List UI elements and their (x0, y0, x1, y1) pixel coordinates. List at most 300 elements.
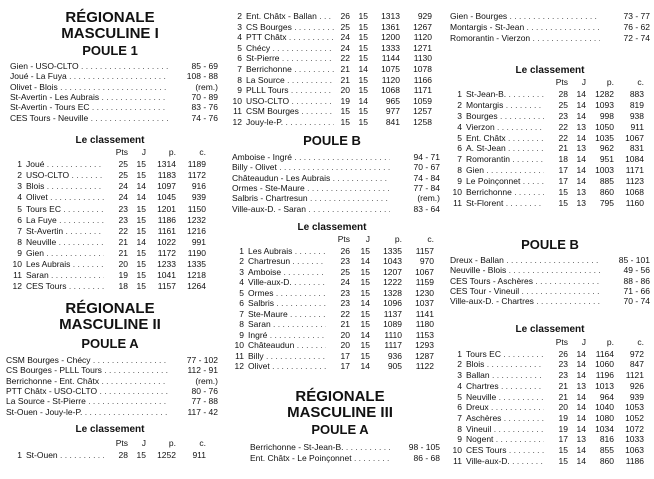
standings-j: 15 (360, 287, 370, 298)
standings-row (450, 434, 650, 444)
standings-rank: 12 (12, 281, 22, 292)
standings-pts: 26 (340, 245, 350, 256)
standings-j: 15 (358, 32, 368, 43)
standings-c: 911 (192, 450, 206, 460)
match-row (450, 11, 650, 21)
match-row (450, 265, 650, 275)
match-teams: Dreux - Ballan . . . (450, 255, 600, 265)
standings-j: 14 (576, 370, 586, 381)
match-score: 71 - 66 (623, 285, 650, 296)
match-row (10, 92, 218, 102)
standings-pts: 21 (558, 143, 568, 154)
standings-row (10, 281, 218, 291)
standings-c: 939 (191, 192, 206, 203)
match-score: 108 - 88 (186, 71, 218, 82)
standings-c: 1067 (415, 266, 434, 277)
standings-team: Tours EC . . . (466, 349, 544, 359)
standings-j: 14 (576, 423, 586, 434)
standings-pts: 19 (558, 412, 568, 423)
match-row (6, 376, 218, 386)
standings-row (450, 143, 650, 153)
standings-c: 883 (629, 88, 644, 99)
match-score: 112 - 91 (187, 365, 218, 376)
standings-c: 1180 (415, 319, 434, 329)
standings-c: 1123 (625, 176, 644, 187)
match-teams: CES Tour - Vineuil . . . (450, 286, 600, 296)
regionale-3-poule-a-title: POULE A (311, 422, 369, 437)
match-score: 94 - 71 (413, 152, 440, 162)
standings-rank: 3 (457, 110, 462, 121)
standings-row (232, 85, 440, 95)
standings-p: 1222 (383, 277, 402, 287)
standings-c: 929 (417, 11, 432, 21)
standings-pts: 23 (558, 359, 568, 370)
standings-p: 1060 (595, 359, 614, 370)
standings-rank: 4 (457, 121, 462, 132)
standings-j: 14 (576, 176, 586, 187)
standings-rank: 2 (457, 99, 462, 110)
match-teams: Joué - La Fuya . . . (10, 71, 168, 81)
standings-row (232, 319, 440, 329)
match-teams: CS Bourges - PLLL Tours . . . (6, 365, 168, 375)
standings-pts: 18 (118, 281, 128, 292)
standings-pts: 23 (340, 287, 350, 298)
standings-p: 1282 (595, 88, 614, 99)
right-poule-b-matches (450, 255, 650, 307)
standings-j: 15 (358, 21, 368, 32)
standings-row (450, 413, 650, 423)
standings-row (450, 370, 650, 380)
standings-team: Gien . . . (26, 248, 104, 258)
standings-j: 15 (136, 281, 146, 292)
standings-team: Amboise . . . (248, 267, 326, 277)
standings-row (232, 53, 440, 63)
standings-j: 15 (360, 308, 370, 319)
regionale-2-standings (10, 438, 218, 464)
standings-row (10, 248, 218, 258)
standings-rank: 7 (457, 154, 462, 165)
standings-row (10, 215, 218, 225)
standings-p: 998 (599, 110, 614, 121)
standings-rank: 5 (17, 203, 22, 214)
standings-pts: 17 (558, 434, 568, 445)
standings-j: 15 (360, 277, 370, 287)
standings-p: 1335 (383, 245, 402, 256)
standings-team: St-Ouen . . . (26, 450, 104, 460)
match-row (232, 173, 440, 183)
standings-row (450, 100, 650, 110)
standings-rank: 4 (237, 32, 242, 43)
standings-header-cell: Pts (337, 234, 350, 244)
standings-row (232, 309, 440, 319)
regionale-1-title-line1: RÉGIONALE (65, 9, 155, 26)
match-teams: Montargis - St-Jean . . . (450, 22, 600, 32)
standings-header-cell: c. (199, 438, 206, 448)
standings-team: St-Jean-B. . . . (466, 89, 544, 99)
standings-j: 14 (576, 99, 586, 110)
match-row (250, 442, 440, 452)
regionale-2-poule-a-title: POULE A (81, 336, 139, 351)
standings-pts: 26 (340, 11, 350, 21)
match-score: (rem.) (195, 375, 218, 386)
standings-rank: 1 (17, 159, 22, 170)
standings-rank: 8 (457, 423, 462, 434)
standings-team: Les Aubrais . . . (248, 246, 326, 256)
standings-row (450, 111, 650, 121)
standings-rank: 3 (239, 266, 244, 277)
standings-j: 14 (576, 132, 586, 143)
standings-rank: 5 (457, 391, 462, 402)
standings-p: 1137 (383, 308, 402, 319)
standings-c: 1171 (625, 165, 644, 176)
standings-j: 15 (136, 159, 146, 170)
standings-rank: 8 (237, 74, 242, 85)
match-score: 74 - 76 (191, 112, 218, 123)
standings-header-cell: p. (168, 438, 176, 448)
standings-team: La Fuye . . . (26, 215, 104, 225)
standings-p: 1333 (381, 42, 400, 53)
standings-row (450, 165, 650, 175)
standings-rank: 10 (232, 95, 242, 106)
standings-pts: 21 (118, 247, 128, 258)
standings-row (10, 259, 218, 269)
standings-pts: 15 (558, 445, 568, 455)
standings-j: 15 (358, 42, 368, 53)
standings-team: St-Florent . . . (466, 198, 544, 208)
standings-header-cell: c. (427, 234, 434, 244)
match-row (10, 61, 218, 71)
standings-header (232, 234, 440, 244)
standings-c: 1264 (187, 281, 206, 292)
standings-rank: 2 (239, 256, 244, 266)
match-teams: La Source - St-Pierre . . . (6, 396, 168, 406)
standings-j: 14 (576, 88, 586, 99)
standings-pts: 20 (118, 259, 128, 269)
standings-c: 1153 (415, 329, 434, 340)
standings-row (450, 456, 650, 466)
standings-c: 939 (629, 391, 644, 402)
regionale-2-title-line1: RÉGIONALE (65, 300, 155, 317)
standings-j: 13 (576, 197, 586, 208)
match-teams: Ent. Châtx - Le Poinçonnet . . . (250, 453, 390, 463)
standings-row (450, 359, 650, 369)
standings-c: 1267 (413, 21, 432, 32)
standings-rank: 6 (237, 53, 242, 64)
standings-pts: 20 (558, 402, 568, 413)
match-score: 77 - 88 (191, 396, 218, 407)
standings-c: 1186 (625, 455, 644, 466)
standings-rank: 2 (237, 11, 242, 21)
standings-row (232, 298, 440, 308)
standings-c: 1067 (625, 132, 644, 143)
standings-p: 1040 (595, 402, 614, 413)
standings-c: 1230 (415, 287, 434, 298)
standings-row (232, 106, 440, 116)
standings-rank: 11 (13, 270, 22, 281)
regionale-2-matches (6, 355, 218, 417)
standings-rank: 10 (234, 340, 244, 350)
standings-p: 1110 (384, 329, 402, 340)
standings-p: 1089 (383, 319, 402, 329)
standings-row (232, 32, 440, 42)
match-row (6, 365, 218, 375)
match-row (10, 82, 218, 92)
standings-rank: 9 (457, 434, 462, 445)
standings-c: 1258 (413, 117, 432, 127)
standings-team: USO-CLTO . . . (26, 170, 104, 180)
standings-j: 13 (576, 121, 586, 132)
standings-team: Le Poinçonnet . . . (466, 176, 544, 186)
standings-team: Ormes . . . (248, 288, 326, 298)
standings-team: A. St-Jean . . . (466, 143, 544, 153)
standings-header-cell: Pts (115, 438, 128, 448)
match-row (6, 407, 218, 417)
standings-pts: 24 (340, 32, 350, 43)
standings-j: 14 (136, 236, 146, 247)
standings-j: 15 (360, 245, 370, 256)
standings-pts: 25 (340, 21, 350, 32)
standings-team: St-Avertin . . . (26, 226, 104, 236)
standings-row (232, 267, 440, 277)
standings-p: 1096 (383, 298, 402, 308)
standings-j: 15 (136, 170, 146, 181)
standings-team: Châteaudun . . . (248, 340, 326, 350)
standings-rank: 7 (17, 225, 22, 236)
standings-p: 962 (599, 143, 614, 154)
poule-2-standings (232, 11, 440, 131)
poule-b-mid-standings (232, 234, 440, 374)
standings-team: USO-CLTO . . . (246, 96, 334, 106)
match-row (10, 71, 218, 81)
standings-row (10, 192, 218, 202)
standings-j: 15 (136, 450, 146, 460)
match-teams: CES Tours - Aschères . . . (450, 276, 600, 286)
standings-pts: 25 (118, 170, 128, 181)
match-row (450, 255, 650, 265)
standings-pts: 15 (558, 197, 568, 208)
standings-pts: 24 (118, 181, 128, 192)
standings-team: Billy . . . (248, 351, 326, 361)
match-row (10, 113, 218, 123)
standings-c: 1120 (413, 32, 432, 43)
standings-row (450, 187, 650, 197)
standings-header-cell: c. (637, 77, 644, 87)
standings-pts: 15 (340, 117, 350, 127)
standings-p: 1068 (381, 85, 400, 96)
standings-rank: 2 (17, 170, 22, 181)
standings-p: 1120 (381, 74, 400, 85)
standings-p: 951 (599, 154, 614, 165)
standings-p: 1164 (595, 348, 614, 359)
standings-c: 1037 (415, 298, 434, 308)
standings-c: 991 (191, 236, 206, 247)
standings-j: 15 (358, 85, 368, 96)
standings-pts: 26 (558, 348, 568, 359)
match-score: 49 - 56 (623, 265, 650, 276)
regionale-1-title-line2: MASCULINE I (61, 25, 159, 42)
standings-rank: 11 (453, 197, 462, 208)
standings-pts: 23 (340, 298, 350, 308)
standings-c: 1121 (625, 370, 644, 381)
standings-header-cell: J (141, 147, 146, 157)
standings-c: 1293 (415, 340, 434, 350)
match-score: 117 - 42 (187, 406, 218, 417)
standings-rank: 1 (457, 348, 462, 359)
standings-j: 14 (360, 361, 370, 371)
standings-pts: 15 (558, 455, 568, 466)
standings-team: Vierzon . . . (466, 122, 544, 132)
standings-row (10, 237, 218, 247)
right-poule-b-classement-title: Le classement (515, 324, 585, 335)
poule-b-mid-matches (232, 152, 440, 214)
standings-c: 1052 (625, 412, 644, 423)
standings-j: 15 (136, 214, 146, 225)
standings-pts: 17 (558, 176, 568, 187)
standings-row (232, 64, 440, 74)
standings-j: 14 (576, 402, 586, 413)
match-row (232, 204, 440, 214)
standings-pts: 23 (558, 370, 568, 381)
right-poule-b-title: POULE B (521, 237, 579, 252)
standings-j: 15 (358, 53, 368, 64)
standings-p: 1034 (595, 423, 614, 434)
match-teams: CES Tours - Neuville . . . (10, 113, 168, 123)
match-teams: Châteaudun - Les Aubrais . . . (232, 173, 390, 183)
standings-pts: 22 (558, 121, 568, 132)
standings-p: 905 (387, 361, 402, 371)
standings-j: 15 (136, 247, 146, 258)
standings-p: 1200 (381, 32, 400, 43)
standings-p: 1050 (595, 121, 614, 132)
standings-pts: 24 (118, 192, 128, 203)
match-score: 83 - 76 (191, 102, 218, 113)
right-top-classement-title: Le classement (515, 65, 585, 76)
match-teams: CSM Bourges - Chécy . . . (6, 355, 168, 365)
standings-team: Dreux . . . (466, 402, 544, 412)
standings-row (232, 75, 440, 85)
standings-row (232, 11, 440, 21)
standings-team: Olivet . . . (248, 361, 326, 371)
standings-rank: 6 (457, 402, 462, 413)
standings-team: Neuville . . . (466, 392, 544, 402)
standings-rank: 6 (17, 214, 22, 225)
standings-rank: 11 (453, 455, 462, 466)
standings-c: 1063 (625, 445, 644, 455)
standings-p: 1045 (157, 192, 176, 203)
standings-rank: 8 (239, 319, 244, 329)
standings-p: 816 (599, 434, 614, 445)
match-teams: Gien - USO-CLTO . . . (10, 61, 168, 71)
standings-j: 15 (358, 74, 368, 85)
standings-rank: 10 (452, 445, 462, 455)
match-score: 98 - 105 (408, 442, 440, 452)
standings-c: 1190 (187, 247, 206, 258)
standings-header-cell: Pts (555, 337, 568, 347)
match-score: (rem.) (417, 193, 440, 204)
standings-team: Les Aubrais . . . (26, 259, 104, 269)
standings-rank: 11 (235, 350, 244, 361)
standings-j: 14 (576, 165, 586, 176)
regionale-3-title-line1: RÉGIONALE (295, 388, 385, 405)
standings-rank: 9 (17, 247, 22, 258)
standings-team: Blois . . . (26, 181, 104, 191)
standings-pts: 28 (118, 450, 128, 460)
standings-p: 1252 (157, 450, 176, 460)
standings-rank: 6 (457, 143, 462, 154)
standings-p: 977 (385, 106, 400, 117)
match-score: 86 - 68 (413, 452, 440, 463)
standings-rank: 9 (457, 176, 462, 187)
match-score: 74 - 84 (413, 172, 440, 183)
standings-pts: 21 (340, 74, 350, 85)
standings-j: 14 (576, 110, 586, 121)
standings-p: 1314 (157, 159, 176, 170)
standings-j: 14 (576, 348, 586, 359)
standings-team: La Source . . . (246, 75, 334, 85)
standings-pts: 23 (118, 203, 128, 214)
standings-c: 1160 (625, 197, 644, 208)
standings-row (450, 392, 650, 402)
standings-rank: 7 (457, 412, 462, 423)
standings-pts: 22 (118, 225, 128, 236)
standings-j: 14 (136, 192, 146, 203)
standings-rank: 7 (239, 308, 244, 319)
standings-rank: 3 (17, 181, 22, 192)
standings-team: Bourges . . . (466, 111, 544, 121)
standings-team: Ent. Châtx - Ballan . . . (246, 11, 334, 21)
standings-p: 1157 (157, 281, 176, 292)
standings-team: Romorantin . . . (466, 154, 544, 164)
standings-j: 14 (360, 329, 370, 340)
standings-p: 1207 (383, 266, 402, 277)
standings-row (450, 133, 650, 143)
match-teams: Olivet - Blois . . . (10, 82, 168, 92)
standings-team: Blois . . . (466, 359, 544, 369)
standings-c: 1218 (187, 270, 206, 281)
standings-rank: 7 (237, 64, 242, 74)
standings-rank: 6 (239, 298, 244, 308)
standings-header-cell: Pts (115, 147, 128, 157)
standings-team: Joué . . . (26, 159, 104, 169)
standings-pts: 20 (340, 85, 350, 96)
standings-j: 13 (576, 380, 586, 391)
right-poule-b-standings (450, 337, 650, 467)
standings-c: 1287 (415, 350, 434, 361)
match-teams: Neuville - Blois . . . (450, 265, 600, 275)
standings-j: 14 (576, 412, 586, 423)
standings-team: Vineuil . . . (466, 424, 544, 434)
standings-p: 885 (599, 176, 614, 187)
poule-1-classement-title: Le classement (75, 135, 145, 146)
standings-team: CES Tours . . . (26, 281, 104, 291)
match-teams: Salbris - Chartresun . . . (232, 193, 390, 203)
poule-1-title: POULE 1 (82, 43, 138, 58)
standings-p: 795 (599, 197, 614, 208)
standings-c: 1053 (625, 402, 644, 413)
standings-team: Salbris . . . (248, 298, 326, 308)
standings-j: 15 (360, 266, 370, 277)
standings-pts: 19 (558, 423, 568, 434)
match-row (232, 162, 440, 172)
standings-team: Tours EC . . . (26, 204, 104, 214)
standings-p: 841 (385, 117, 400, 127)
match-row (232, 152, 440, 162)
standings-rank: 10 (12, 259, 22, 269)
standings-team: PTT Châtx . . . (246, 32, 334, 42)
standings-row (232, 288, 440, 298)
standings-pts: 19 (340, 95, 350, 106)
standings-header-cell: J (581, 337, 586, 347)
